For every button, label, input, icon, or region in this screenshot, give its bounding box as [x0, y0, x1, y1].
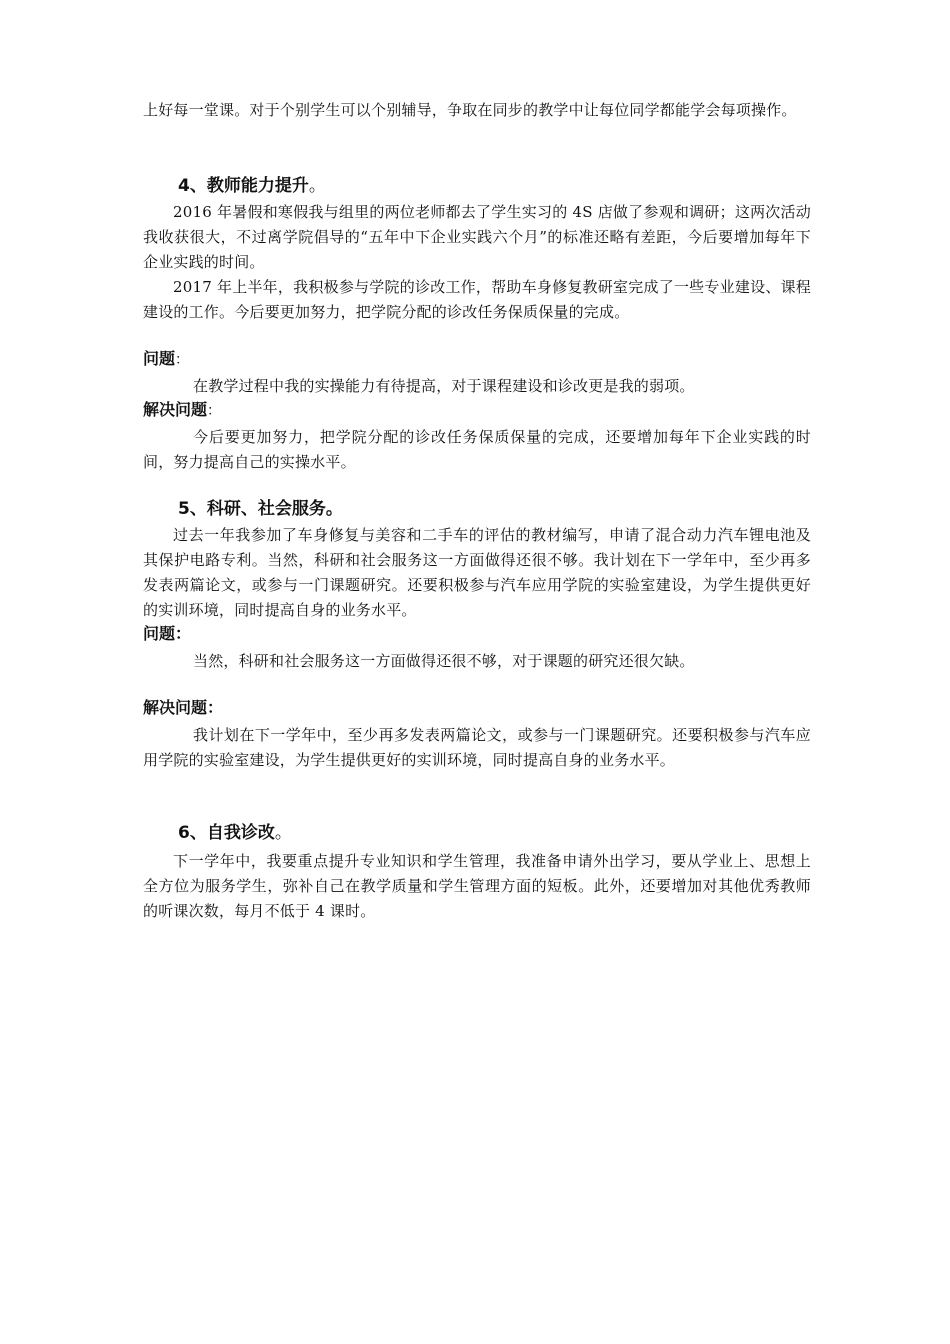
paragraph-diagnosis-work: 2017 年上半年，我积极参与学院的诊改工作，帮助车身修复教研室完成了一些专业建设、课程建设的工作。今后要更加努力，把学院分配的诊改任务保质保量的完成。 [143, 278, 811, 321]
section-5-solution-label: 解决问题： [143, 698, 224, 717]
section-4-problem-text: 在教学过程中我的实操能力有待提高，对于课程建设和诊改更是我的弱项。 [193, 377, 695, 395]
problem-label-text: 问题 [143, 349, 176, 368]
solution-label-text: 解决问题 [143, 400, 208, 419]
section-5-solution-text: 我计划在下一学年中，至少再多发表两篇论文，或参与一门课题研究。还要积极参与汽车应用学院的实验室建设，为学生提供更好的实训环境，同时提高自身的业务水平。 [143, 726, 811, 769]
solution-label-colon: ： [207, 403, 222, 419]
section-5-problem-label: 问题： [143, 624, 192, 643]
section-4-title-tail: 。 [308, 176, 326, 196]
paragraph-research-service: 过去一年我参加了车身修复与美容和二手车的评估的教材编写，申请了混合动力汽车锂电池及其保护电路专利。当然，科研和社会服务这一方面做得还很不够。我计划在下一学年中，至少再多发表两篇论文，或参与一门课题研究。还要积极参与汽车应用学院的实验室建设，为学生提供更好的实训环境，同时提高自身的业务水平。 [143, 526, 811, 619]
section-5-problem-text: 当然，科研和社会服务这一方面做得还很不够，对于课题的研究还很欠缺。 [193, 652, 695, 670]
section-5-heading: 5、科研、社会服务。 [178, 499, 343, 519]
section-6-heading [178, 821, 292, 845]
paragraph-continued-teaching: 上好每一堂课。对于个别学生可以个别辅导，争取在同步的教学中让每位同学都能学会每项操作。 [143, 101, 797, 119]
section-4-problem-label [143, 347, 189, 372]
paragraph-4s-visit: 2016 年暑假和寒假我与组里的两位老师都去了学生实习的 4S 店做了参观和调研；这两次活动我收获很大，不过离学院倡导的“五年中下企业实践六个月”的标准还略有差距，今后要增加每年下企业实践的时间。 [143, 203, 811, 271]
problem-label-colon: ： [175, 352, 190, 368]
section-4-solution-label [143, 398, 221, 423]
paragraph-self-improvement: 下一学年中，我要重点提升专业知识和学生管理，我准备申请外出学习，要从学业上、思想上全方位为服务学生，弥补自己在教学质量和学生管理方面的短板。此外，还要增加对其他优秀教师的听课次数，每月不低于 4 课时。 [143, 852, 811, 920]
section-4-title: 4、教师能力提升 [178, 176, 309, 196]
section-4-heading [178, 174, 326, 198]
section-6-title: 6、自我诊改 [178, 823, 275, 843]
section-4-solution-text: 今后要更加努力，把学院分配的诊改任务保质保量的完成，还要增加每年下企业实践的时间，努力提高自己的实操水平。 [143, 428, 811, 471]
section-6-title-tail: 。 [274, 823, 292, 843]
